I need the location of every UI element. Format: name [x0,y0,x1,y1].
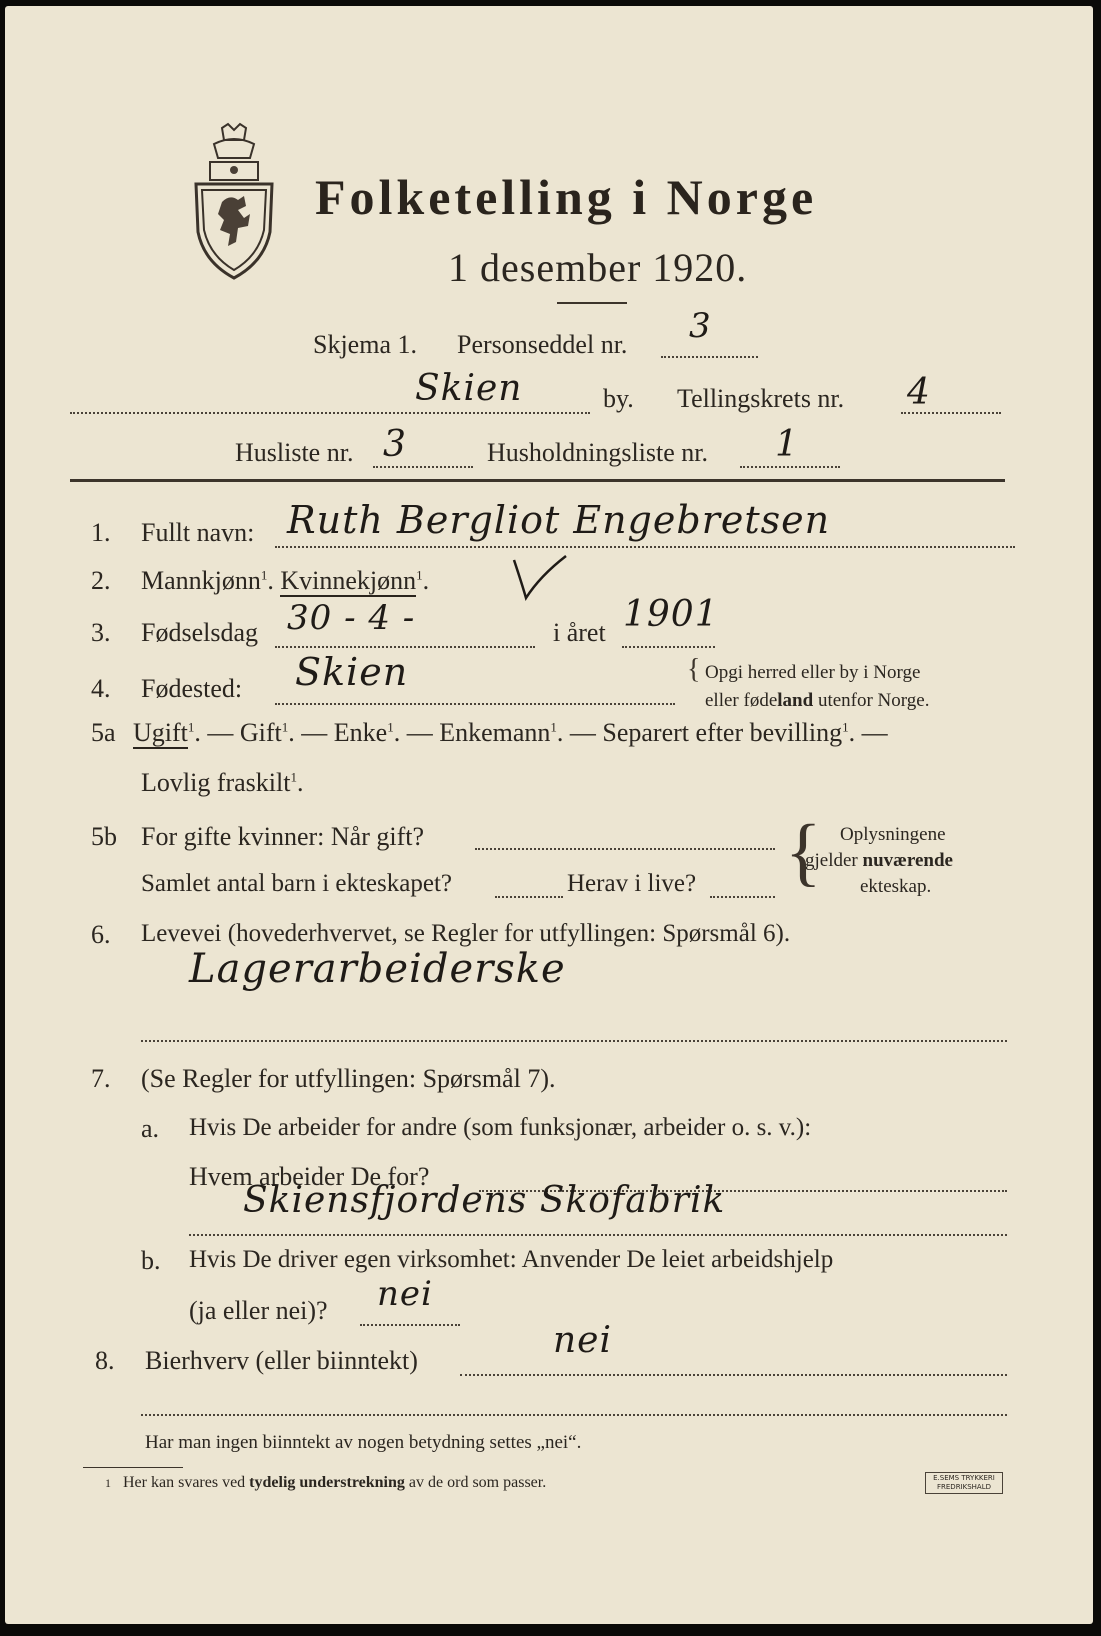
q1-label: Fullt navn: [141,518,255,547]
q5b-note-line1: Oplysningene [840,824,946,845]
q7a-line2 [189,1234,1007,1236]
q6-line [141,1040,1007,1042]
q7b-text: Hvis De driver egen virksomhet: Anvender De leiet arbeidshjelp [189,1246,834,1273]
q8-line2 [141,1414,1007,1416]
q5a-enkemann: — Enkemann [406,718,551,747]
q1-line [275,546,1015,548]
q5a-ugift: Ugift [133,718,188,747]
q7-number: 7. [91,1064,111,1093]
husliste-value: 3 [383,424,407,465]
census-date: 1 desember 1920. [448,245,748,290]
q5b-married-line [475,848,775,850]
printer-stamp: E.SEMS TRYKKERI FREDRIKSHALD [925,1472,1003,1494]
q2-checkmark-icon [510,554,570,604]
q4-label: Fødested: [141,674,243,703]
q4-number: 4. [91,674,111,703]
q5b-alive-label: Herav i live? [567,870,697,897]
q7a-text: Hvis De arbeider for andre (som funksjonær, arbeider o. s. v.): [189,1114,812,1141]
q6-number: 6. [91,920,111,949]
q5b-children-label: Samlet antal barn i ekteskapet? [141,870,452,897]
husliste-label: Husliste nr. [235,438,354,467]
q5b-children-line [495,896,563,898]
q5b-label: For gifte kvinner: Når gift? [141,822,425,851]
q2-number: 2. [91,566,111,595]
q1-number: 1. [91,518,111,547]
husholdningsliste-label: Husholdningsliste nr. [487,438,709,467]
q3-value: 30 - 4 - [287,598,416,638]
q4-note-line1: Opgi herred eller by i Norge [705,662,921,683]
q7b-line [360,1324,460,1326]
q5a-options: Ugift$^1$. — Gift$^1$. — Enke$^1$. — Enkemann$^1$. — Separert efter bevilling$^1$. — [133,718,888,747]
title-divider [557,302,627,304]
q7a-value: Skiensfjordens Skofabrik [243,1180,726,1221]
place-value: Skien [415,368,523,409]
by-label: by. [603,384,634,413]
q5b-note-line2: gjelder nuværende [805,850,953,871]
footer-note: Har man ingen biinntekt av nogen betydning settes „nei“. [145,1432,582,1453]
q5a-number: 5a [91,718,116,747]
q3-label: Fødselsdag [141,618,258,647]
q5b-number: 5b [91,822,117,851]
form-title: Folketelling i Norge [315,169,818,225]
q7b-letter: b. [141,1246,161,1275]
q3-line [275,646,535,648]
q8-value: nei [553,1320,613,1361]
q3-year-label: i året [553,618,606,647]
footnote-rule [83,1467,183,1468]
q3-number: 3. [91,618,111,647]
footnote: 1 Her kan svares ved tydelig understrekning av de ord som passer. [105,1474,547,1491]
tellingskrets-label: Tellingskrets nr. [677,384,845,413]
q6-value: Lagerarbeiderske [189,946,566,992]
q7a-question: Hvem arbeider De for? [189,1162,430,1191]
q8-label: Bierhverv (eller biinntekt) [145,1346,418,1375]
tellingskrets-value: 4 [907,372,931,413]
q5a-separert: — Separert efter bevilling [569,718,843,747]
skjema-label: Skjema 1. [313,330,417,359]
personseddel-line [661,356,758,358]
q4-value: Skien [295,650,409,694]
q4-note-line2: eller fødeland utenfor Norge. [705,690,930,711]
husholdningsliste-line [740,466,840,468]
q8-number: 8. [95,1346,115,1375]
place-line [70,412,590,414]
q5b-note-line3: ekteskap. [860,876,932,897]
q4-brace: { [687,654,701,685]
header-divider [70,479,1005,482]
census-form [5,6,1093,1624]
q1-value: Ruth Bergliot Engebretsen [287,498,831,542]
personseddel-value: 3 [689,306,712,346]
q5a-fraskilt: Lovlig fraskilt$^1$. [141,768,304,797]
q4-line [275,703,675,705]
q7b-value: nei [377,1274,433,1314]
q2-options: Mannkjønn$^1$. Kvinnekjønn$^1$. [141,566,430,595]
q6-label: Levevei (hovederhvervet, se Regler for utfyllingen: Spørsmål 6). [141,920,791,947]
personseddel-label: Personseddel nr. [457,330,628,359]
q2-mannkjonn: Mannkjønn [141,566,261,595]
q2-kvinnekjonn: Kvinnekjønn [280,566,417,595]
q3-year-line [622,646,715,648]
q3-year-value: 1901 [623,594,719,635]
q7-label: (Se Regler for utfyllingen: Spørsmål 7). [141,1064,556,1093]
q5a-gift: — Gift [207,718,282,747]
q5a-enke: — Enke [301,718,388,747]
q7b-question: (ja eller nei)? [189,1296,328,1325]
q5b-alive-line [710,896,775,898]
norwegian-coat-of-arms-icon [188,122,280,280]
q7a-letter: a. [141,1114,160,1143]
q8-line1 [460,1374,1007,1376]
q5b-brace: { [785,810,822,894]
husliste-line [373,466,473,468]
husholdningsliste-value: 1 [775,424,799,465]
